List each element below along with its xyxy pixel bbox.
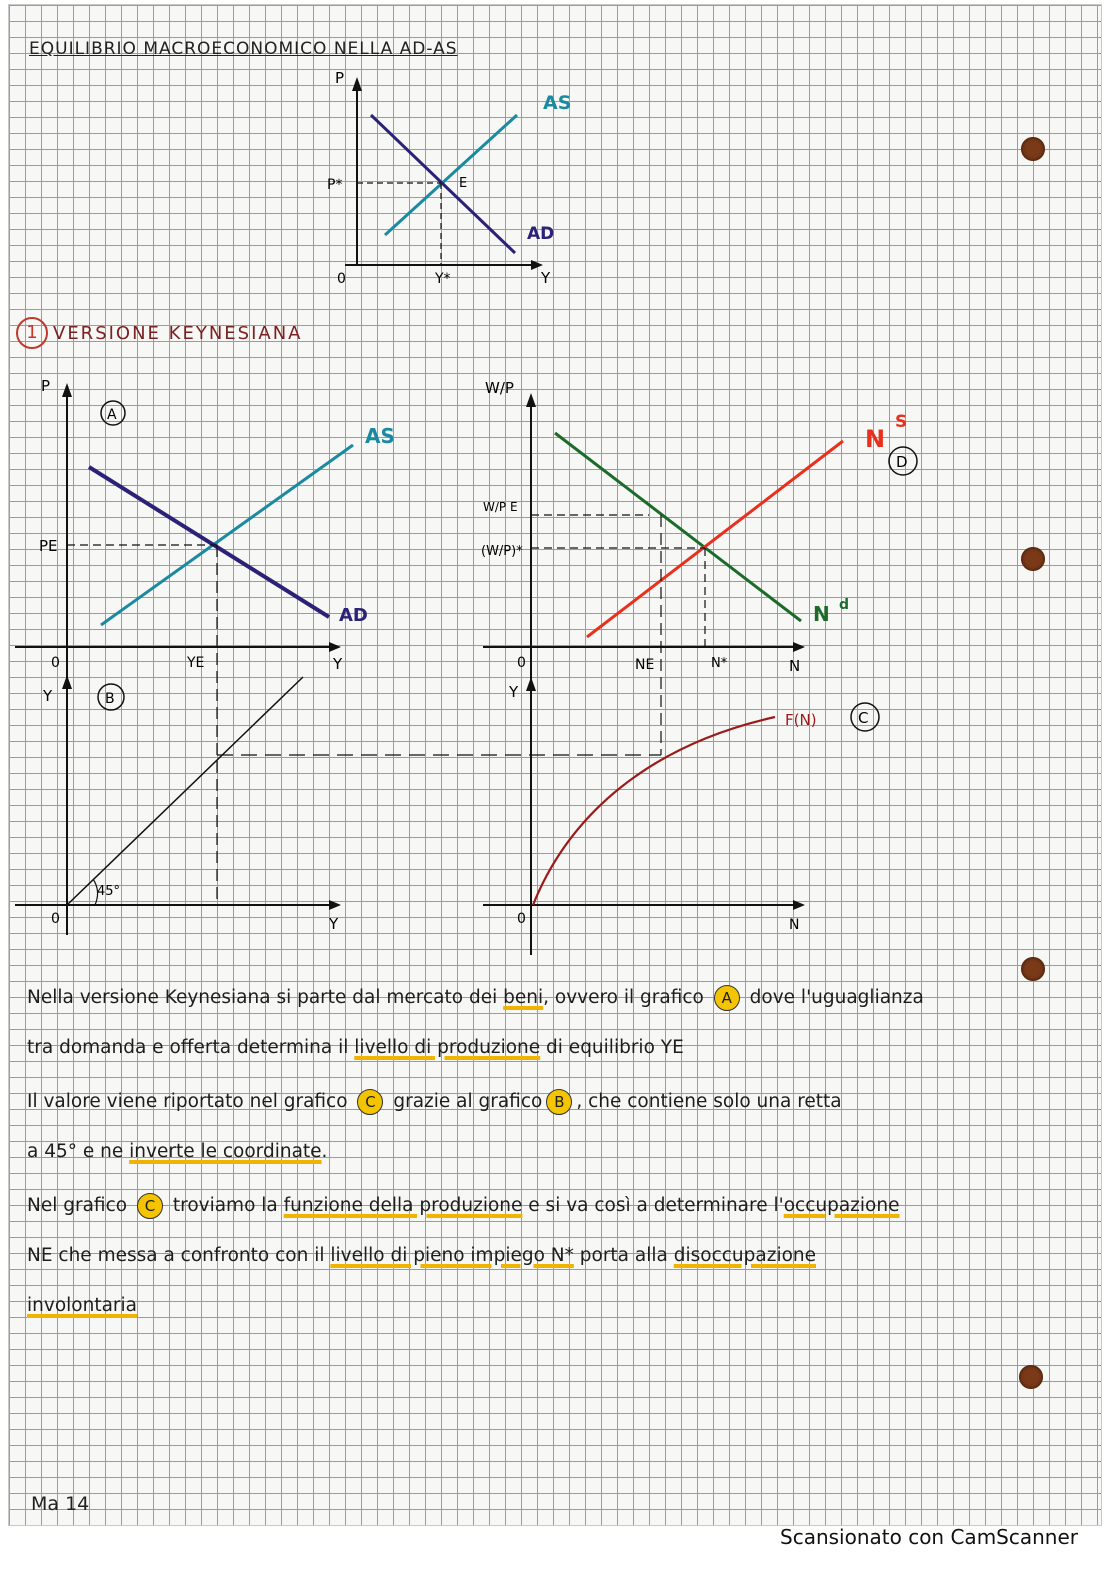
text-line-4: a 45° e ne inverte le coordinate. xyxy=(27,1141,328,1162)
graph-b-angle-label: 45° xyxy=(97,884,121,899)
top-x-axis-label: Y xyxy=(541,269,551,287)
graph-c-curve-label: F(N) xyxy=(785,711,817,729)
graph-a-x-axis-label: Y xyxy=(333,655,343,673)
graph-b-label: B xyxy=(105,691,115,707)
graph-c-origin-label: 0 xyxy=(517,911,526,927)
graph-a-ad-label: AD xyxy=(339,605,368,626)
top-as-label: AS xyxy=(543,92,572,114)
binder-hole xyxy=(1021,547,1045,571)
ref-graph-c: C xyxy=(357,1089,383,1115)
graph-d-origin-label: 0 xyxy=(517,655,526,671)
graph-d-emp-e-label: NE xyxy=(635,657,655,673)
binder-hole xyxy=(1021,957,1045,981)
text-line-5: Nel grafico C troviamo la funzione della produzione e si va così a determinare l'occupazione xyxy=(27,1193,899,1219)
graph-d-wage-star-label: (W/P)* xyxy=(481,544,523,559)
graph-b-45-line xyxy=(67,677,303,905)
graph-c-label: C xyxy=(858,709,869,727)
graph-b-x-axis-label: Y xyxy=(329,915,339,933)
top-y-axis-label: P xyxy=(335,69,345,87)
top-eq-price-label: P* xyxy=(327,177,343,193)
graph-d-nd-sup: d xyxy=(839,597,850,613)
graph-a-label: A xyxy=(107,407,117,423)
graph-a-as-curve xyxy=(101,445,353,625)
page-number: Ma 14 xyxy=(31,1493,90,1515)
text-line-6: NE che messa a confronto con il livello di pieno impiego N* porta alla disoccupazione xyxy=(27,1245,817,1266)
ref-graph-a: A xyxy=(714,985,740,1011)
text-line-1: Nella versione Keynesiana si parte dal mercato dei beni, ovvero il grafico A dove l'uguaglianza xyxy=(27,985,924,1011)
top-eq-output-label: Y* xyxy=(435,271,451,287)
graph-a-eq-price-label: PE xyxy=(39,537,58,555)
graph-d-ns-label: N xyxy=(865,425,886,453)
graph-c-y-axis-label: Y xyxy=(509,683,519,701)
keynesian-four-quadrant-diagram xyxy=(9,365,1009,965)
graph-d-wage-e-label: W/P E xyxy=(483,500,518,514)
graph-d-label: D xyxy=(896,453,908,471)
text-line-7: involontaria xyxy=(27,1295,137,1316)
graph-d-nd-label: N xyxy=(813,602,830,626)
graph-a-as-label: AS xyxy=(365,424,395,448)
ad-as-equilibrium-diagram xyxy=(309,65,589,295)
text-line-3: Il valore viene riportato nel grafico C grazie al grafico B , che contiene solo una retta xyxy=(27,1089,842,1115)
graph-b-origin-label: 0 xyxy=(51,911,60,927)
section-title: VERSIONE KEYNESIANA xyxy=(53,323,303,344)
text-line-2: tra domanda e offerta determina il livello di produzione di equilibrio YE xyxy=(27,1037,684,1058)
graph-d-emp-star-label: N* xyxy=(711,656,728,671)
section-number: 1 xyxy=(16,317,48,349)
ref-graph-c-2: C xyxy=(137,1193,163,1219)
graph-a-eq-output-label: YE xyxy=(187,655,205,671)
graph-d-nd-curve xyxy=(555,433,801,621)
binder-hole xyxy=(1019,1365,1043,1389)
graph-c-production-function xyxy=(533,717,775,905)
top-origin-label: 0 xyxy=(337,271,346,287)
page-title: EQUILIBRIO MACROECONOMICO NELLA AD-AS xyxy=(29,39,458,59)
graph-d-y-axis-label: W/P xyxy=(485,379,514,397)
ref-graph-b: B xyxy=(546,1089,572,1115)
graph-c-x-axis-label: N xyxy=(789,917,800,933)
top-as-curve xyxy=(385,115,517,235)
graph-b-y-axis-label: Y xyxy=(43,687,53,705)
graph-a-origin-label: 0 xyxy=(51,655,60,671)
graph-d-ns-curve xyxy=(587,441,843,637)
notebook-sheet xyxy=(8,4,1102,1526)
top-eq-point-label: E xyxy=(459,176,468,191)
binder-hole xyxy=(1021,137,1045,161)
graph-a-y-axis-label: P xyxy=(41,377,51,395)
scanner-watermark-text: Scansionato con CamScanner xyxy=(780,1525,1078,1549)
top-ad-label: AD xyxy=(527,224,555,244)
graph-d-x-axis-label: N xyxy=(789,657,801,675)
graph-d-ns-sup: S xyxy=(895,412,908,432)
